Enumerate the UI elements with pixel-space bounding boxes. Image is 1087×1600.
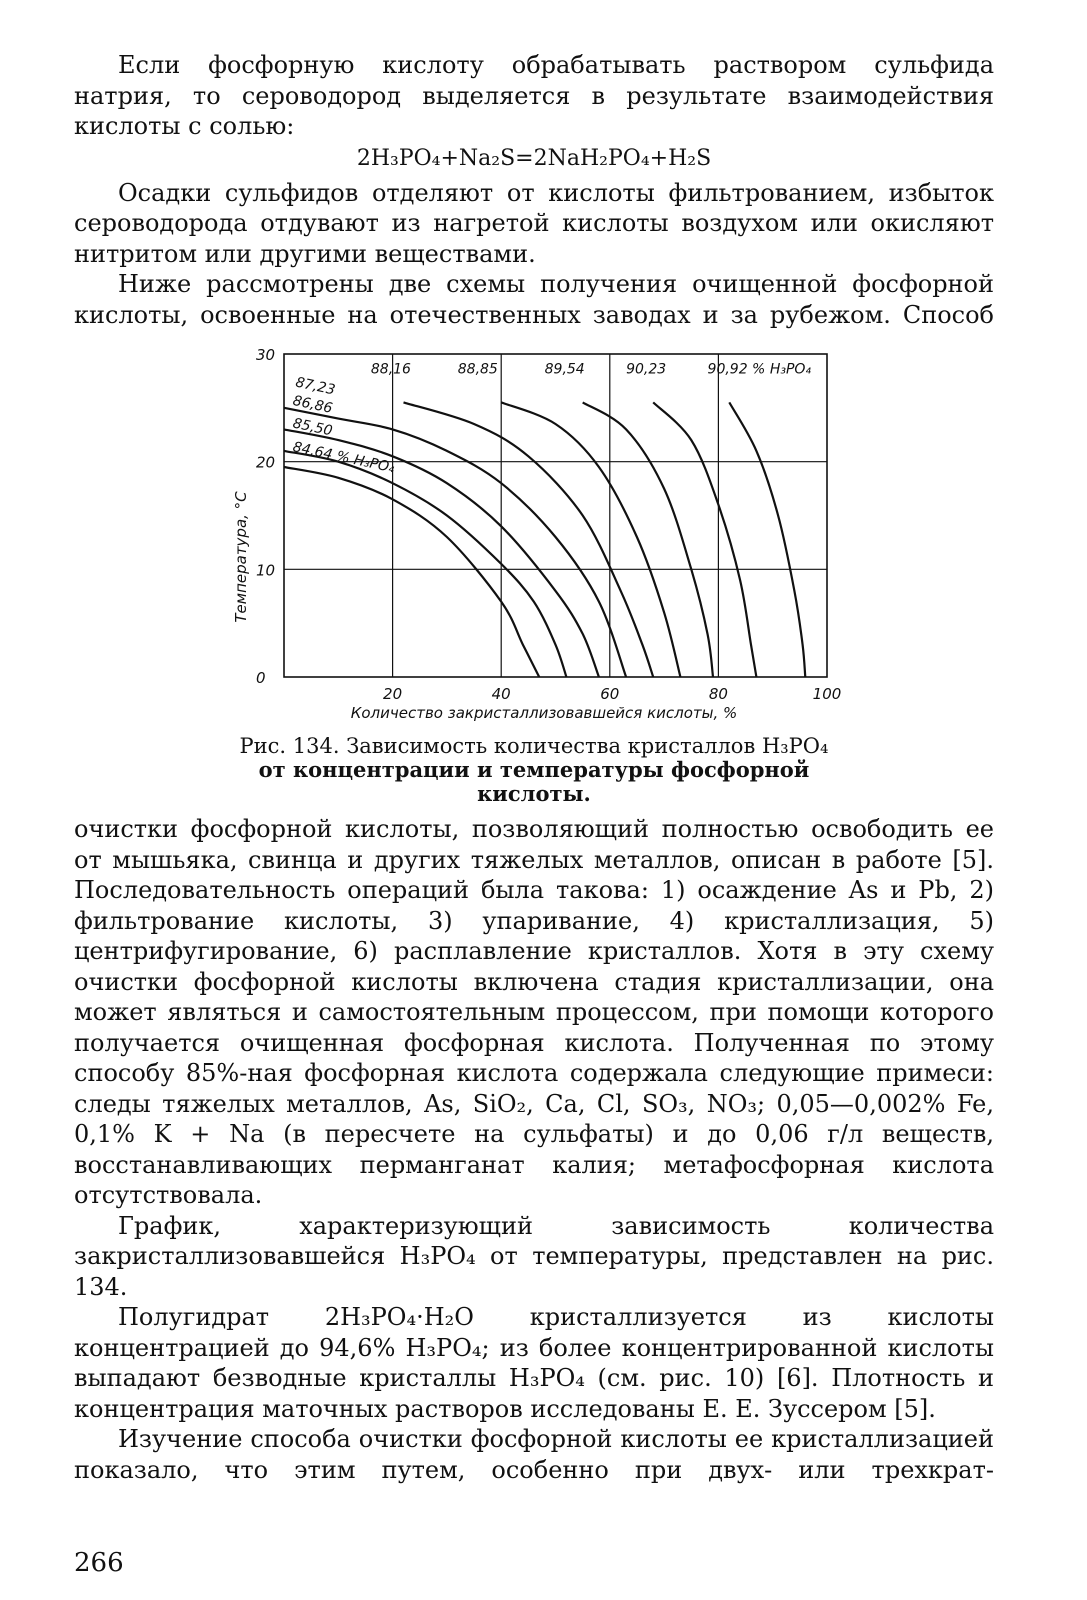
curve-label: 88,85	[457, 361, 498, 378]
paragraph: очистки фосфорной кислоты, позволяющий полностью освободить ее от мышьяка, свинца и других тяжелых металлов, описан в работе [5]. Последовательность операций была такова: 1) осаждение As и Pb, 2) фильтрование кислоты, 3) упаривание, 4) кристаллизация, 5) центрифугирование, 6) расплавление кристаллов. Хотя в эту схему очистки фосфорной кислоты включена стадия кристаллизации, она может являться и самостоятельным процессом, при помощи которого получается очищенная фосфорная кислота. Полученная по этому способу 85%-ная фосфорная кислота содержала следующие примеси: следы тяжелых металлов, As, SiO₂, Ca, Cl, SO₃, NO₃; 0,05—0,002% Fe, 0,1% K + Na (в пересчете на сульфаты) и до 0,06 г/л веществ, восстанавливающих перманганат калия; метафосфорная кислота отсутствовала.	[74, 815, 994, 1209]
y-tick-label: 10	[256, 561, 276, 580]
curve-label: 88,16	[370, 361, 411, 378]
curve-88-85	[501, 402, 680, 677]
curve-label: 86,86	[291, 392, 334, 417]
caption-line-2: от концентрации и температуры фосфорной	[258, 757, 810, 782]
plot-frame	[284, 354, 827, 677]
curve-label: 90,23	[626, 361, 667, 378]
x-axis-label: Количество закристаллизовавшейся кислоты, %	[350, 704, 738, 722]
figure-134	[74, 342, 994, 822]
y-tick-label: 20	[256, 453, 276, 472]
paragraph: Полугидрат 2H₃PO₄·H₂O кристаллизуется из кислоты концентрацией до 94,6% H₃PO₄; из более концентрированной кислоты выпадают безводные кристаллы H₃PO₄ (см. рис. 10) [6]. Плотность и концентрация маточных растворов исследованы Е. Е. Зуссером [5].	[74, 1303, 994, 1423]
curve-label: 85,50	[291, 415, 334, 440]
paragraph: Если фосфорную кислоту обрабатывать раствором сульфида натрия, то сероводород выделяется в результате взаимодействия кислоты с солью:	[74, 51, 994, 140]
chemical-formula: 2H₃PO₄+Na₂S=2NaH₂PO₄+H₂S	[356, 145, 712, 171]
x-tick-label: 20	[383, 685, 403, 703]
curve-85-50	[284, 451, 566, 677]
y-tick-label: 0	[256, 669, 266, 687]
curve-88-16	[404, 402, 654, 677]
curve-label: 90,92 % H₃PO₄	[707, 361, 812, 378]
paragraph: График, характеризующий зависимость количества закристаллизовавшейся H₃PO₄ от температуры, представлен на рис. 134.	[74, 1211, 994, 1301]
curve-90-92	[729, 402, 805, 677]
chart-grid	[284, 354, 827, 677]
curve-label: 84,64 % H₃PO₄	[291, 439, 396, 477]
curve-labels	[291, 361, 811, 476]
x-tick-label: 80	[708, 685, 728, 703]
paragraph: Осадки сульфидов отделяют от кислоты фильтрованием, избыток сероводорода отдувают из нагретой кислоты воздухом или окисляют нитритом или другими веществами.	[74, 178, 994, 268]
crystallization-chart	[224, 342, 844, 727]
figure-caption	[224, 734, 844, 806]
curve-label: 87,23	[294, 374, 337, 399]
paragraph: Ниже рассмотрены две схемы получения очищенной фосфорной кислоты, освоенные на отечественных заводах и за рубежом. Способ	[74, 270, 994, 329]
x-tick-label: 100	[812, 685, 842, 703]
paragraph: Изучение способа очистки фосфорной кислоты ее кристаллизацией показало, что этим путем, особенно при двух- или трехкрат-	[74, 1425, 994, 1484]
caption-line-3: кислоты.	[477, 781, 591, 806]
x-tick-label: 40	[491, 685, 511, 703]
curve-90-23	[653, 402, 756, 677]
y-tick-label: 30	[256, 346, 276, 364]
page-number: 266	[74, 1548, 124, 1578]
x-tick-label: 60	[600, 685, 620, 703]
chart-curves	[284, 402, 805, 677]
curve-86-86	[284, 429, 599, 677]
chart-ticks	[256, 346, 841, 703]
curve-label: 89,54	[544, 361, 585, 378]
page-content	[74, 50, 994, 1485]
caption-line-1: Рис. 134. Зависимость количества кристаллов H₃PO₄	[239, 734, 829, 758]
y-axis-label: Температура, °C	[232, 491, 250, 623]
